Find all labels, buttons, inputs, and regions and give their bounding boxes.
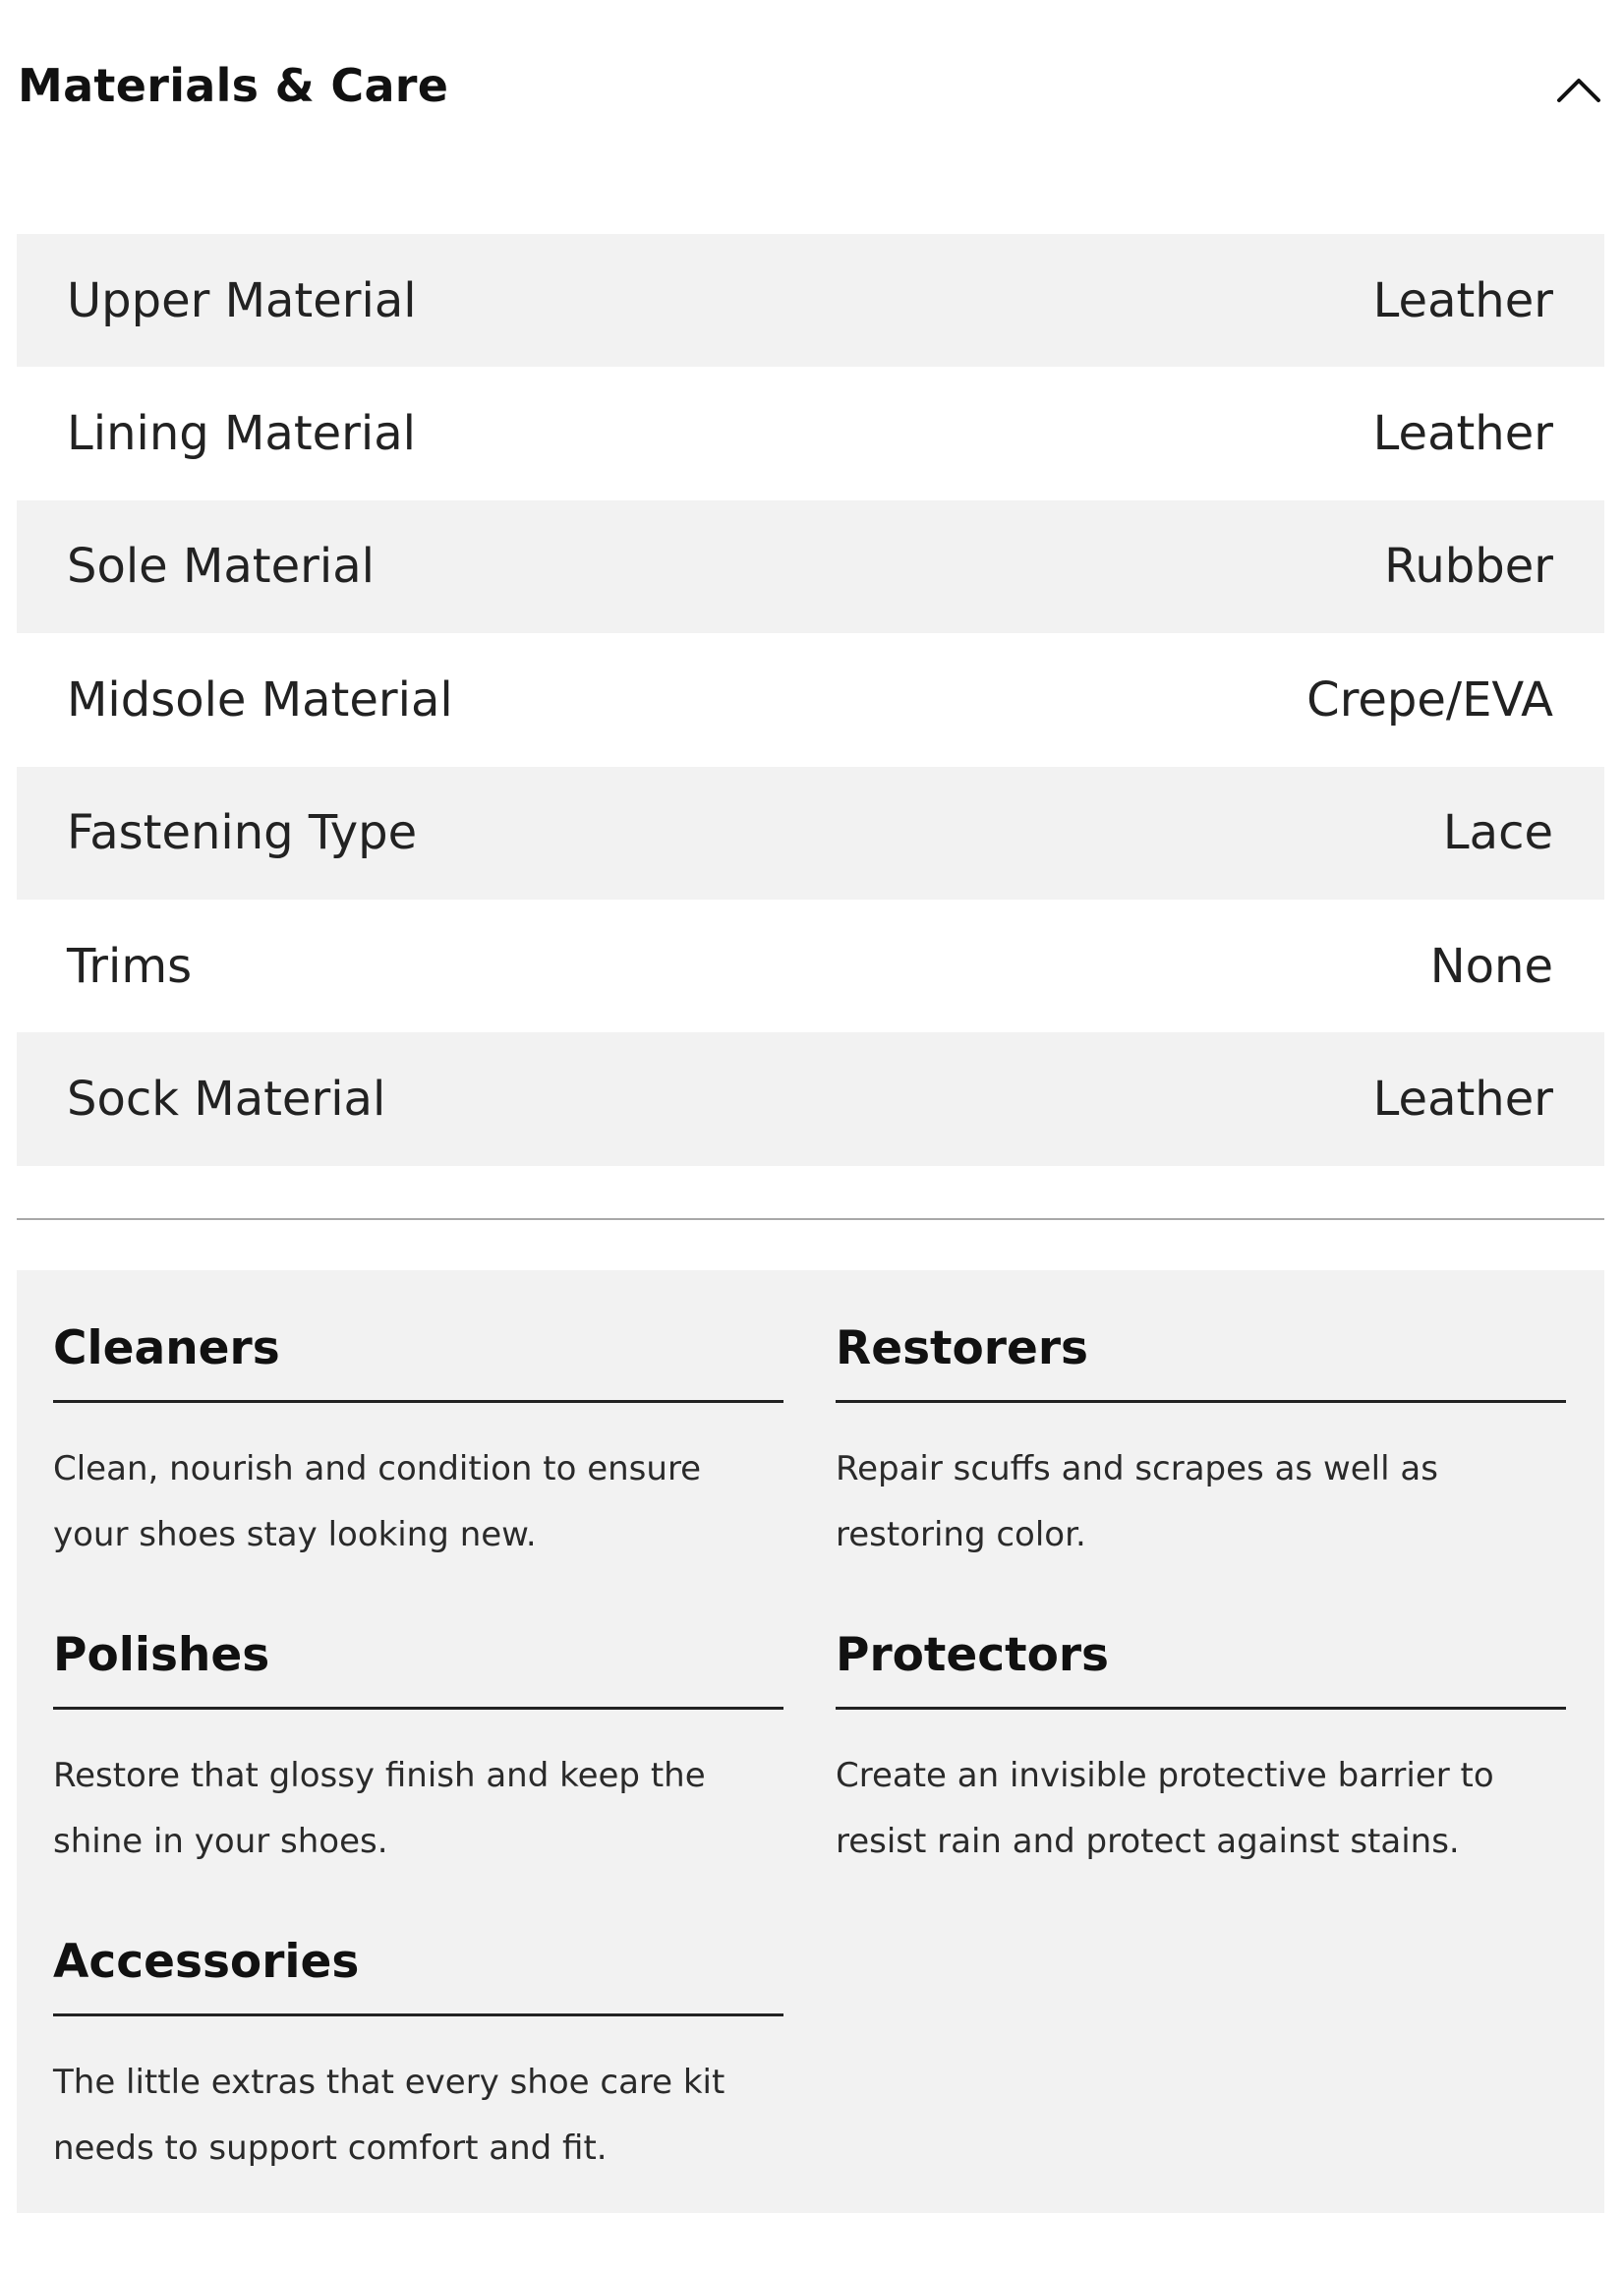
spec-label: Trims [67,938,193,994]
care-title[interactable]: Accessories [53,1935,360,1989]
care-rule [53,1400,783,1403]
spec-row [17,767,1604,900]
care-title[interactable]: Cleaners [53,1321,280,1375]
care-description: Create an invisible protective barrier to resist rain and protect against stains. [836,1756,1494,1861]
spec-value: Leather [1372,406,1553,462]
section-divider [17,1218,1604,1220]
spec-label: Upper Material [67,272,417,328]
spec-label: Lining Material [67,406,416,462]
care-panel [17,1270,1604,2213]
spec-row [17,367,1604,499]
care-description: The little extras that every shoe care kit needs to support comfort and fit. [53,2063,725,2168]
specs-table [17,234,1604,1166]
care-rule [836,1400,1566,1403]
spec-label: Fastening Type [67,805,418,861]
spec-value: Lace [1442,805,1553,861]
spec-row [17,633,1604,766]
care-rule [53,2013,783,2016]
care-item-restorers[interactable] [836,1310,1566,1568]
care-title[interactable]: Polishes [53,1628,270,1682]
section-title: Materials & Care [18,59,449,112]
care-description: Clean, nourish and condition to ensure your shoes stay looking new. [53,1449,702,1554]
care-rule [836,1707,1566,1710]
care-item-polishes[interactable] [53,1616,783,1875]
spec-value: Rubber [1384,539,1553,595]
care-item-accessories[interactable] [53,1923,783,2182]
spec-row [17,1032,1604,1165]
chevron-up-icon[interactable] [1555,71,1602,106]
spec-row [17,234,1604,367]
care-item-cleaners[interactable] [53,1310,783,1568]
materials-care-header[interactable] [18,39,1602,138]
spec-label: Sole Material [67,539,375,595]
spec-value: Crepe/EVA [1306,671,1553,728]
care-title[interactable]: Protectors [836,1628,1110,1682]
spec-row [17,900,1604,1032]
spec-value: Leather [1372,272,1553,328]
care-description: Restore that glossy finish and keep the shine in your shoes. [53,1756,706,1861]
spec-label: Midsole Material [67,671,453,728]
spec-value: Leather [1372,1072,1553,1128]
care-rule [53,1707,783,1710]
care-title[interactable]: Restorers [836,1321,1089,1375]
care-description: Repair scuffs and scrapes as well as restoring color. [836,1449,1438,1554]
spec-value: None [1429,938,1553,994]
spec-row [17,500,1604,633]
spec-label: Sock Material [67,1072,386,1128]
care-item-protectors[interactable] [836,1616,1566,1875]
